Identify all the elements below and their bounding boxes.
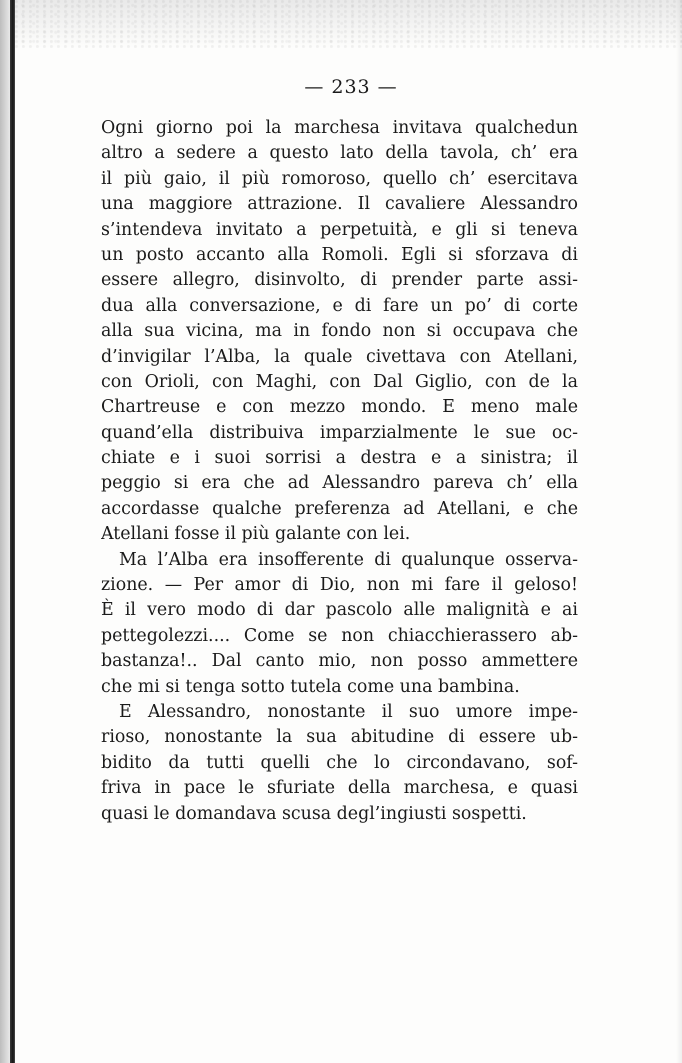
page-edge (676, 0, 682, 1063)
text-line: che mi si tenga sotto tutela come una bambina. (101, 676, 520, 697)
text-line: con Orioli, con Maghi, con Dal Giglio, con de la (101, 371, 578, 392)
text-line: dua alla conversazione, e di fare un po’ di corte (101, 295, 578, 316)
scan-noise (15, 0, 682, 48)
text-line: altro a sedere a questo lato della tavola, ch’ era (101, 143, 578, 164)
binding-shadow (0, 0, 10, 1063)
text-line: il più gaio, il più romoroso, quello ch’ esercitava (101, 168, 578, 189)
text-line: Atellani fosse il più galante con lei. (101, 524, 411, 545)
paragraph (101, 116, 578, 548)
text-line: bidito da tutti quelli che lo circondavano, sof- (101, 752, 578, 773)
body-text (101, 116, 578, 827)
paragraph (101, 548, 578, 700)
text-line: Chartreuse e con mezzo mondo. E meno male (101, 397, 578, 418)
text-line: una maggiore attrazione. Il cavaliere Alessandro (101, 194, 578, 215)
text-line: quand’ella distribuiva imparzialmente le sue oc- (101, 422, 578, 443)
text-line: quasi le domandava scusa degl’ingiusti sospetti. (101, 803, 527, 824)
text-line: essere allegro, disinvolto, di prender parte assi- (101, 270, 578, 291)
text-line: bastanza!.. Dal canto mio, non posso ammettere (101, 651, 578, 672)
binding-edge (10, 0, 15, 1063)
text-line: zione. — Per amor di Dio, non mi fare il geloso! (101, 575, 578, 596)
text-line: accordasse qualche preferenza ad Atellani, e che (101, 498, 578, 519)
text-line: pettegolezzi.... Come se non chiacchierassero ab- (101, 625, 578, 646)
text-line: friva in pace le sfuriate della marchesa, e quasi (101, 778, 578, 799)
text-line: Ogni giorno poi la marchesa invitava qualchedun (101, 118, 578, 138)
text-line: alla sua vicina, ma in fondo non si occupava che (101, 321, 578, 342)
text-line: d’invigilar l’Alba, la quale civettava con Atellani, (101, 346, 578, 367)
text-line: chiate e i suoi sorrisi a destra e a sinistra; il (101, 448, 578, 469)
text-line: peggio si era che ad Alessandro pareva ch’ ella (101, 473, 578, 494)
page-number: — 233 — (304, 76, 398, 98)
text-line: È il vero modo di dar pascolo alle malignità e ai (101, 600, 578, 621)
text-line: un posto accanto alla Romoli. Egli si sforzava di (101, 244, 578, 265)
text-line: E Alessandro, nonostante il suo umore impe- (119, 701, 578, 722)
text-line: Ma l’Alba era insofferente di qualunque osserva- (119, 549, 578, 570)
text-line: rioso, nonostante la sua abitudine di essere ub- (101, 727, 578, 748)
text-line: s’intendeva invitato a perpetuità, e gli si teneva (101, 219, 578, 240)
paragraph (101, 700, 578, 827)
